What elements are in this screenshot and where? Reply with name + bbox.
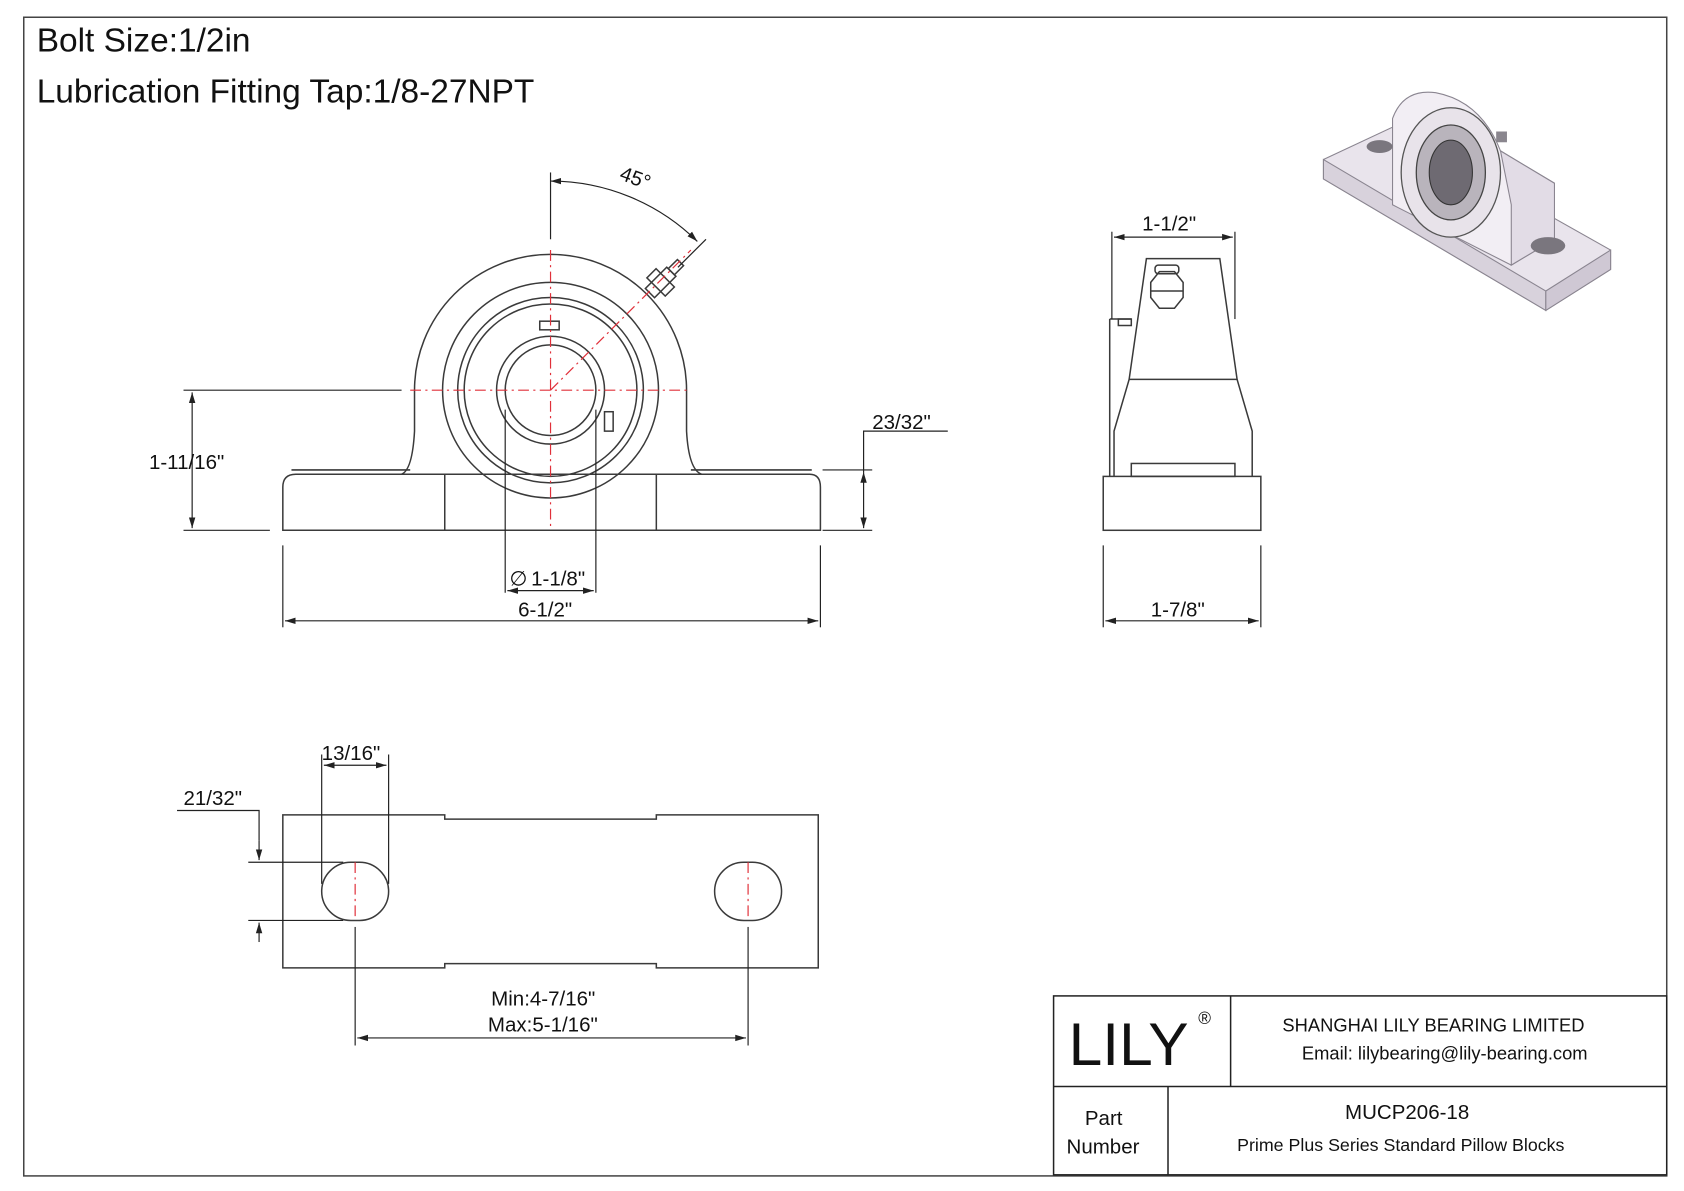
number-label: Number (1066, 1135, 1140, 1159)
bolt-size-label: Bolt Size:1/2in (36, 22, 251, 60)
registered-mark: ® (1198, 1007, 1211, 1028)
lily-logo: LILY (1068, 1009, 1189, 1078)
height-label: 1-11/16" (148, 450, 225, 474)
company-email: Email: lilybearing@lily-bearing.com (1301, 1042, 1588, 1064)
bolt-spacing-min-label: Min:4-7/16" (491, 987, 596, 1011)
base-width-label: 1-7/8" (1150, 598, 1205, 622)
length-label: 6-1/2" (518, 598, 573, 622)
angle-label: 45° (616, 162, 654, 195)
front-view-dimensions (184, 172, 948, 627)
slot-height-label: 21/32" (183, 787, 243, 811)
slot-width-label: 13/16" (321, 741, 381, 765)
part-label: Part (1084, 1107, 1123, 1131)
part-description: Prime Plus Series Standard Pillow Blocks (1237, 1135, 1565, 1156)
company-name: SHANGHAI LILY BEARING LIMITED (1282, 1014, 1585, 1036)
top-view-dimensions (177, 754, 748, 1045)
isometric-render (1323, 92, 1610, 310)
base-thickness-label: 23/32" (872, 410, 931, 434)
bolt-spacing-max-label: Max:5-1/16" (487, 1013, 598, 1037)
bore-label: 1-1/8" (531, 567, 586, 591)
top-width-label: 1-1/2" (1142, 212, 1197, 236)
top-view (283, 815, 818, 968)
lubrication-label: Lubrication Fitting Tap:1/8-27NPT (36, 73, 535, 111)
side-view (1103, 259, 1261, 531)
diameter-symbol: ∅ (509, 567, 528, 591)
part-number: MUCP206-18 (1345, 1100, 1470, 1124)
